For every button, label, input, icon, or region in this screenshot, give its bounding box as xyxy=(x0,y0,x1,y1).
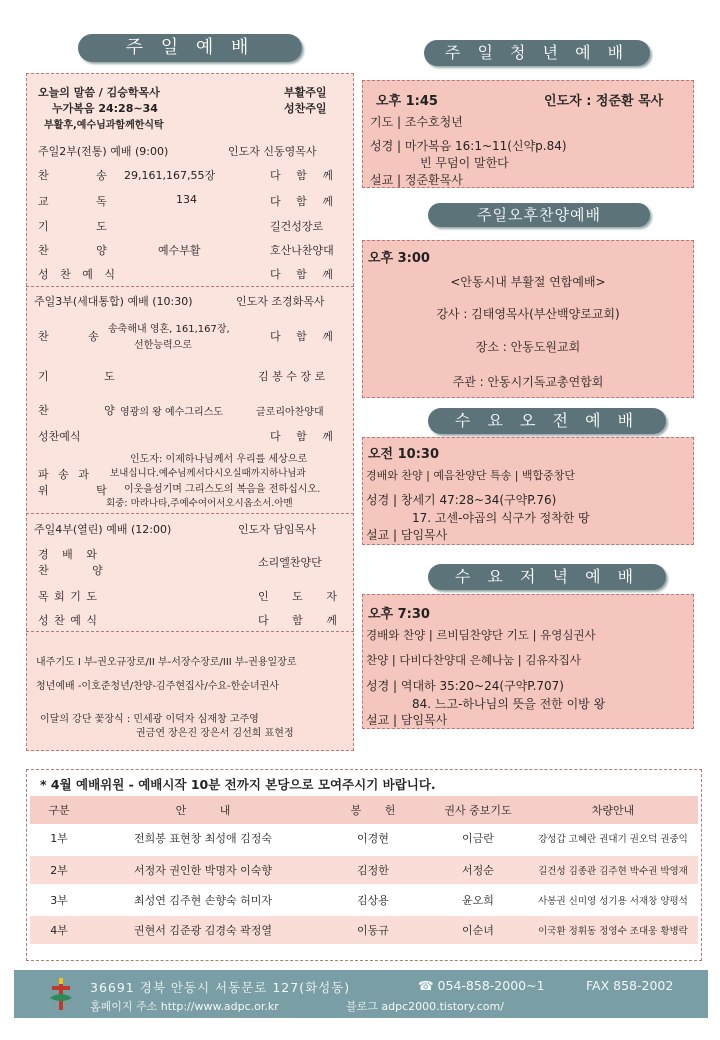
divider xyxy=(26,513,354,514)
wed-pm-sermon: 설교 | 담임목사 xyxy=(366,713,448,727)
service2-title: 주일2부(전통) 예배 (9:00) xyxy=(38,145,169,158)
wed-am-scripture-title: 17. 고센-야곱의 식구가 정착한 땅 xyxy=(412,511,590,525)
col-header: 구분 xyxy=(48,804,70,817)
youth-scripture-title: 빈 무덤이 말한다 xyxy=(420,156,509,170)
table-row xyxy=(30,916,698,944)
afternoon-event: <안동시내 부활절 연합예배> xyxy=(450,275,606,289)
wed-am-sermon: 설교 | 담임목사 xyxy=(366,528,448,542)
wed-am-scripture: 성경 | 창세기 47:28~34(구약P.76) xyxy=(366,493,557,507)
afternoon-speaker: 강사 : 김태영목사(부산백양로교회) xyxy=(436,307,620,321)
col-header: 차량안내 xyxy=(591,804,635,817)
footer xyxy=(14,970,708,1018)
s2-mid: 29,161,167,55장 xyxy=(124,169,216,182)
youth-prayer: 기도 | 조수호청년 xyxy=(370,115,463,129)
row-vehicle: 강성갑 고혜란 권대기 권오덕 권중익 xyxy=(538,834,688,845)
sermon-ref: 누가복음 24:28~34 xyxy=(52,102,158,115)
youth-sermon: 설교 | 정준환목사 xyxy=(370,173,463,187)
s4-worship-label2: 찬 양 xyxy=(38,564,123,577)
s3-sendoff-label1: 파 송 과 xyxy=(38,468,92,481)
s3-hymn-right: 다 함 께 xyxy=(270,330,339,343)
s3-hymn-mid1: 송축해내 영혼, 161,167장, xyxy=(108,324,230,335)
s3-prayer-label: 기 도 xyxy=(38,370,141,383)
afternoon-time: 오후 3:00 xyxy=(368,251,430,266)
notes-prayer: 내주기도 I 부-권오규장로/II 부-서장수장로/III 부-권용일장로 xyxy=(36,657,297,668)
wed-pm-header: 수 요 저 녁 예 배 xyxy=(428,564,666,590)
service3-title: 주일3부(세대통합) 예배 (10:30) xyxy=(34,295,193,308)
s3-hymn-mid2: 선한능력으로 xyxy=(134,340,192,351)
row-ushers: 권현서 김준광 김경숙 곽정열 xyxy=(133,924,272,937)
s2-label: 찬 송 xyxy=(38,169,129,182)
row-part: 3부 xyxy=(50,894,68,907)
s3-sendoff-line: 인도자: 이제하나님께서 우리를 세상으로 xyxy=(130,454,308,465)
wed-pm-scripture-title: 84. 느고-하나님의 뜻을 전한 이방 왕 xyxy=(412,697,606,711)
service2-leader: 인도자 신동영목사 xyxy=(228,145,317,158)
s4-prayer-right: 인 도 자 xyxy=(258,590,347,603)
afternoon-header: 주일오후찬양예배 xyxy=(428,203,650,227)
col-header: 봉 헌 xyxy=(350,804,396,817)
row-part: 1부 xyxy=(50,832,68,845)
wed-am-time: 오전 10:30 xyxy=(368,447,440,462)
church-logo-icon xyxy=(48,976,74,1012)
youth-scripture: 성경 | 마가복음 16:1~11(신약p.84) xyxy=(370,139,567,153)
s3-prayer-right: 김 봉 수 장 로 xyxy=(258,370,326,383)
notes-flowers1: 이달의 강단 꽃장식 : 민세광 이덕자 심재창 고주영 xyxy=(40,714,259,725)
s4-worship-label1: 경 배 와 xyxy=(38,548,102,561)
youth-leader: 인도자 : 정준환 목사 xyxy=(544,94,664,109)
wed-pm-time: 오후 7:30 xyxy=(368,607,430,622)
row-offering: 이동규 xyxy=(357,924,389,937)
wed-am-header: 수 요 오 전 예 배 xyxy=(428,408,666,434)
table-row xyxy=(30,856,698,884)
committee-title: * 4월 예배위원 - 예배시작 10분 전까지 본당으로 모여주시기 바랍니다. xyxy=(40,777,436,792)
service3-leader: 인도자 조경화목사 xyxy=(236,295,325,308)
wed-pm-praise: 찬양 | 다비다찬양대 은혜나눔 | 김유자집사 xyxy=(366,653,581,667)
row-ushers: 서정자 권인한 박명자 이숙향 xyxy=(133,864,272,877)
footer-phone: ☎ 054-858-2000~1 xyxy=(418,978,545,993)
row-offering: 이경현 xyxy=(357,832,389,845)
s4-worship-right: 소리엘찬양단 xyxy=(258,556,322,569)
s3-choir-right: 글로리아찬양대 xyxy=(256,407,324,418)
s3-sendoff-line: 이웃을섬기며 그리스도의 복음을 전하십시오. xyxy=(124,484,321,495)
table-row xyxy=(30,824,698,852)
row-part: 2부 xyxy=(50,864,68,877)
notes-youth: 청년예배 -이호준청년/찬양-김주현집사/수요-한순녀권사 xyxy=(36,681,279,692)
s2-right: 다 함 께 xyxy=(270,169,339,182)
s2-label: 찬 양 xyxy=(38,244,129,257)
divider xyxy=(26,286,354,287)
s4-prayer-label: 목 회 기 도 xyxy=(38,590,98,603)
s3-sendoff-label2: 위 탁 xyxy=(38,484,129,497)
row-ushers: 전희봉 표현창 최성애 김정숙 xyxy=(133,832,272,845)
service4-leader: 인도자 담임목사 xyxy=(238,523,316,536)
s2-label: 교 독 xyxy=(38,195,129,208)
row-intercession: 이금란 xyxy=(462,832,494,845)
row-offering: 김상용 xyxy=(357,894,389,907)
col-header: 안 내 xyxy=(175,804,231,817)
sermon-sub: 부활후,예수님과함께한식탁 xyxy=(44,120,164,131)
s3-comm-right: 다 함 께 xyxy=(270,430,339,443)
row-offering: 김정한 xyxy=(357,864,389,877)
notes-flowers2: 권금연 장은진 장은서 김선희 표현정 xyxy=(136,728,294,739)
row-intercession: 이순녀 xyxy=(462,924,494,937)
row-part: 4부 xyxy=(50,924,68,937)
s2-right: 호산나찬양대 xyxy=(270,244,334,257)
row-intercession: 서정순 xyxy=(462,864,494,877)
s2-right: 다 함 께 xyxy=(270,268,339,281)
table-row xyxy=(30,886,698,914)
wed-pm-scripture: 성경 | 역대하 35:20~24(구약P.707) xyxy=(366,679,564,693)
row-vehicle: 사봉권 신미영 성기용 서재창 양평석 xyxy=(538,896,688,907)
s4-comm-label: 성 찬 예 식 xyxy=(38,614,98,627)
s4-comm-right: 다 함 께 xyxy=(258,614,347,627)
s3-sendoff-line: 보내십니다.예수님께서다시오실때까지하나님과 xyxy=(110,468,306,479)
communion-sunday: 성찬주일 xyxy=(284,102,327,115)
afternoon-place: 장소 : 안동도원교회 xyxy=(475,340,581,354)
s3-hymn-label: 찬 송 xyxy=(38,330,117,343)
sermon-title: 오늘의 말씀 / 김승학목사 xyxy=(38,86,160,99)
footer-address: 36691 경북 안동시 서동문로 127(화성동) xyxy=(90,980,351,995)
footer-blog[interactable]: 블로그 adpc2000.tistory.com/ xyxy=(346,1000,504,1013)
committee-header-row xyxy=(30,796,698,824)
s3-sendoff-line: 회중: 마라나타,주예수여어서오시옵소서.아멘 xyxy=(106,498,293,509)
wed-am-worship: 경배와 찬양 | 예음찬양단 특송 | 백합중창단 xyxy=(366,469,576,482)
afternoon-host: 주관 : 안동시기독교총연합회 xyxy=(452,375,604,389)
s2-right: 다 함 께 xyxy=(270,195,339,208)
s2-mid: 134 xyxy=(176,193,197,206)
footer-homepage[interactable]: 홈페이지 주소 http://www.adpc.or.kr xyxy=(90,1000,279,1013)
s3-comm-label: 성찬예식 xyxy=(38,430,81,443)
s2-right: 길건성장로 xyxy=(270,220,324,233)
row-vehicle: 길건성 김종관 김주현 박수권 박영재 xyxy=(538,866,688,877)
youth-header: 주 일 청 년 예 배 xyxy=(424,40,650,66)
s2-mid: 예수부활 xyxy=(158,244,201,257)
footer-fax: FAX 858-2002 xyxy=(586,978,674,993)
s2-label: 기 도 xyxy=(38,220,129,233)
s2-label: 성 찬 예 식 xyxy=(38,268,119,281)
row-intercession: 윤오희 xyxy=(462,894,494,907)
row-ushers: 최성연 김주현 손향숙 허미자 xyxy=(133,894,272,907)
service4-title: 주일4부(열린) 예배 (12:00) xyxy=(34,523,172,536)
worship-header: 주 일 예 배 xyxy=(78,34,302,62)
wed-pm-worship: 경배와 찬양 | 르비딤찬양단 기도 | 유영심권사 xyxy=(366,628,596,642)
easter-sunday: 부활주일 xyxy=(284,86,327,99)
youth-time: 오후 1:45 xyxy=(376,94,438,109)
s3-choir-label: 찬 양 xyxy=(38,404,141,417)
row-vehicle: 이국환 정휘동 정영수 조대웅 황병락 xyxy=(538,926,688,937)
s3-choir-mid: 영광의 왕 예수그리스도 xyxy=(120,407,223,418)
col-header: 권사 중보기도 xyxy=(444,804,512,817)
